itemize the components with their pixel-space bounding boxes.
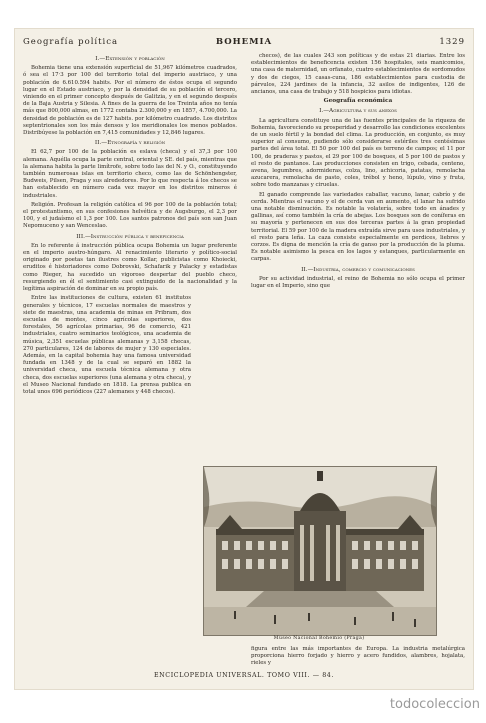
page-footer: ENCICLOPEDIA UNIVERSAL. TOMO VIII. — 84.	[153, 672, 335, 679]
paragraph-education-intro: En lo referente á instrucción pública ocupa Bohemia un lugar preferente en el imperio austro-húngaro. Al renacimiento literario y político-social originado por poetas tan ilustres como Kollar, publicistas como Khoiecki, eruditos é historiadores como Dobrovski, Schafarik y Palacky y estadistas como Rieger, ha sucedido un vigoroso despertar del pueblo checo, resurgiendo en él el sentimiento casi extinguido de la nacionalidad y la legítima aspiración de dominar en su propio país.	[23, 242, 237, 293]
paragraph-ethnography: El 62,7 por 100 de la población es eslava (checa) y el 37,3 por 100 alemana. Aquélla ocupa la parte central, oriental y SE. del país, mientras que la alemana habita la parte limítrofe, sobre todo las del N. y O., constituyendo también numerosas islas en territorio checo, como las de Schönhengster, Budweis, Pilsen, Praga y sus alrededores. Por lo que respecta á los checos se han establecido en número cada vez mayor en los distritos mineros é industriales.	[23, 149, 237, 199]
encyclopedia-page	[14, 28, 474, 690]
paragraph-agriculture: La agricultura constituye una de las fuentes principales de la riqueza de Bohemia, favoreciendo su prosperidad y desarrollo las condiciones excelentes de un suelo fértil y la bondad del clima. La producción, en conjunto, es muy superior al consumo, pudiendo sólo considerarse estériles tres centésimas partes del área total. El 50 por 100 del país es terreno de campos; el 11 por 100, de praderas y pastos, el 29 por 100 de bosques, el 5 por 100 de pastos y el resto de pantanos. Las producciones consisten en trigo, cebada, centeno, avena, legumbres, adormideras, colza, lino, achicoria, patatas, remolacha azucarera, remolacha de pasto, coles, trébol y heno, lúpulo, vino y fruta, sobre todo manzanas y ciruelas.	[251, 117, 465, 189]
left-column	[23, 53, 237, 398]
page-title: BOHEMIA	[215, 37, 273, 47]
museum-engraving	[203, 466, 437, 636]
paragraph-charity: checos), de las cuales 243 son políticas y de estas 21 diarias. Entre los establecimientos de beneficencia existen 156 hospitales, seis manicomios, una casa de maternidad, un orfanato, cuatro establecimientos de sordomudos y dos de ciegos, 15 casas-cuna, 186 establecimientos para custodia de párvulos, 224 jardines de la infancia, 32 asilos de indigentes, 126 de ancianos, una casa de trabajo y 518 hospicios para idiotas.	[251, 53, 465, 96]
paragraph-industry: Por su actividad industrial, el reino de Bohemia no sólo ocupa el primer lugar en el Imperio, sino que	[251, 275, 465, 290]
right-column	[251, 53, 465, 292]
page-header	[15, 37, 473, 51]
museum-illustration	[204, 467, 436, 635]
figure-caption: Museo Nacional Bohemio (Praga)	[273, 636, 365, 641]
section-heading-industry: II.—Industria, comercio y comunicaciones	[301, 266, 415, 273]
section-heading-ethnography: II.—Etnografía y religión	[94, 140, 166, 147]
paragraph-livestock: El ganado comprende las variedades caballar, vacuno, lanar, cabrío y de cerda. Mientras el vacuno y el de cerda van en aumento, el lanar ha sufrido una notable disminución. Es notable la volatería, sobre todo en ánades y gallinas, así como también la cría de abejas. Los bosques son de coníferas en su mayoría y pertenecen en sus dos terceras partes á la gran propiedad territorial. El 59 por 100 de la madera extraída sirve para usos industriales, y el resto para leña. La caza consiste especialmente en perdices, liebres y corzos. Es digna de mención la cría de ganso por la producción de la pluma. Es notable asimismo la pesca en los lagos y estanques, particularmente en carpas.	[251, 191, 465, 263]
page-number: 1329	[439, 37, 465, 47]
section-heading-education: III.—Instrucción pública y beneficencia	[76, 233, 184, 240]
section-heading-extension: I.—Extensión y población	[95, 56, 165, 62]
watermark-logo: todocoleccion	[389, 697, 480, 712]
paragraph-extension: Bohemia tiene una extensión superficial de 51,967 kilómetros cuadrados, ó sea el 17·3 por 100 del territorio total del imperio austriaco, y una población de 6.610.594 habits. Por el número de éstos ocupa el segundo lugar en el Estado austriaco, y por la densidad de su población el tercero, viniendo en el primer concepto después de Galitzia, y en el segundo después de la Baja Austria y Silesia. A fines de la guerra de los Treinta años no tenía más que 800,000 almas, en 1772 contaba 2.300,000 y en 1857, 4.700,000. La densidad de población es de 127 habits. por kilómetro cuadrado. Los distritos septentrionales son los más densos y los meridionales los menos poblados. Distribúyese la población en 7,415 comunidades y 12,846 lugares.	[23, 65, 237, 137]
section-heading-agriculture: I.—Agricultura y sus anexos	[319, 108, 397, 115]
header-section-label: Geografía política	[23, 37, 119, 47]
section-title-economic-geography: Geografía económica	[323, 98, 393, 105]
paragraph-industry-continued: figura entre las más importantes de Europa. La industria metalúrgica proporciona hierro forjado y hierro y acero fundidos, alambres, hojalata, rieles y	[251, 646, 465, 667]
paragraph-religion: Religión. Profesan la religión católica el 96 por 100 de la población total; el protestantismo, en sus confesiones helvética y de Augsburgo, el 2,3 por 100, y el judaísmo el 1,3 por 100. Los santos patronos del país son san Juan Nepomuceno y san Wenceslao.	[23, 201, 237, 230]
paragraph-education-institutions: Entre las instituciones de cultura, existen 61 institutos generales y técnicos, 17 escuelas normales de maestros y siete de maestras, una academia de minas en Pribram, dos escuelas de montes, cinco agrícolas superiores, dos forestales, 56 agrícolas primarias, 96 de comercio, 421 industriales, cuatro seminarios teológicos, una academia de música, 2,351 escuelas públicas alemanas y 3,158 checas, 270 particulares, 124 de labores de mujer y 130 especiales. Además, en la capital bohemia hay una famosa universidad fundada en 1348 y de la cual se separó en 1882 la universidad checa, una escuela técnica alemana y otra checa, dos escuelas superiores (una alemana y otra checa), y el Museo Nacional fundado en 1818. La prensa publica en total unos 696 periódicos (227 alemanes y 448 checos).	[23, 295, 191, 395]
